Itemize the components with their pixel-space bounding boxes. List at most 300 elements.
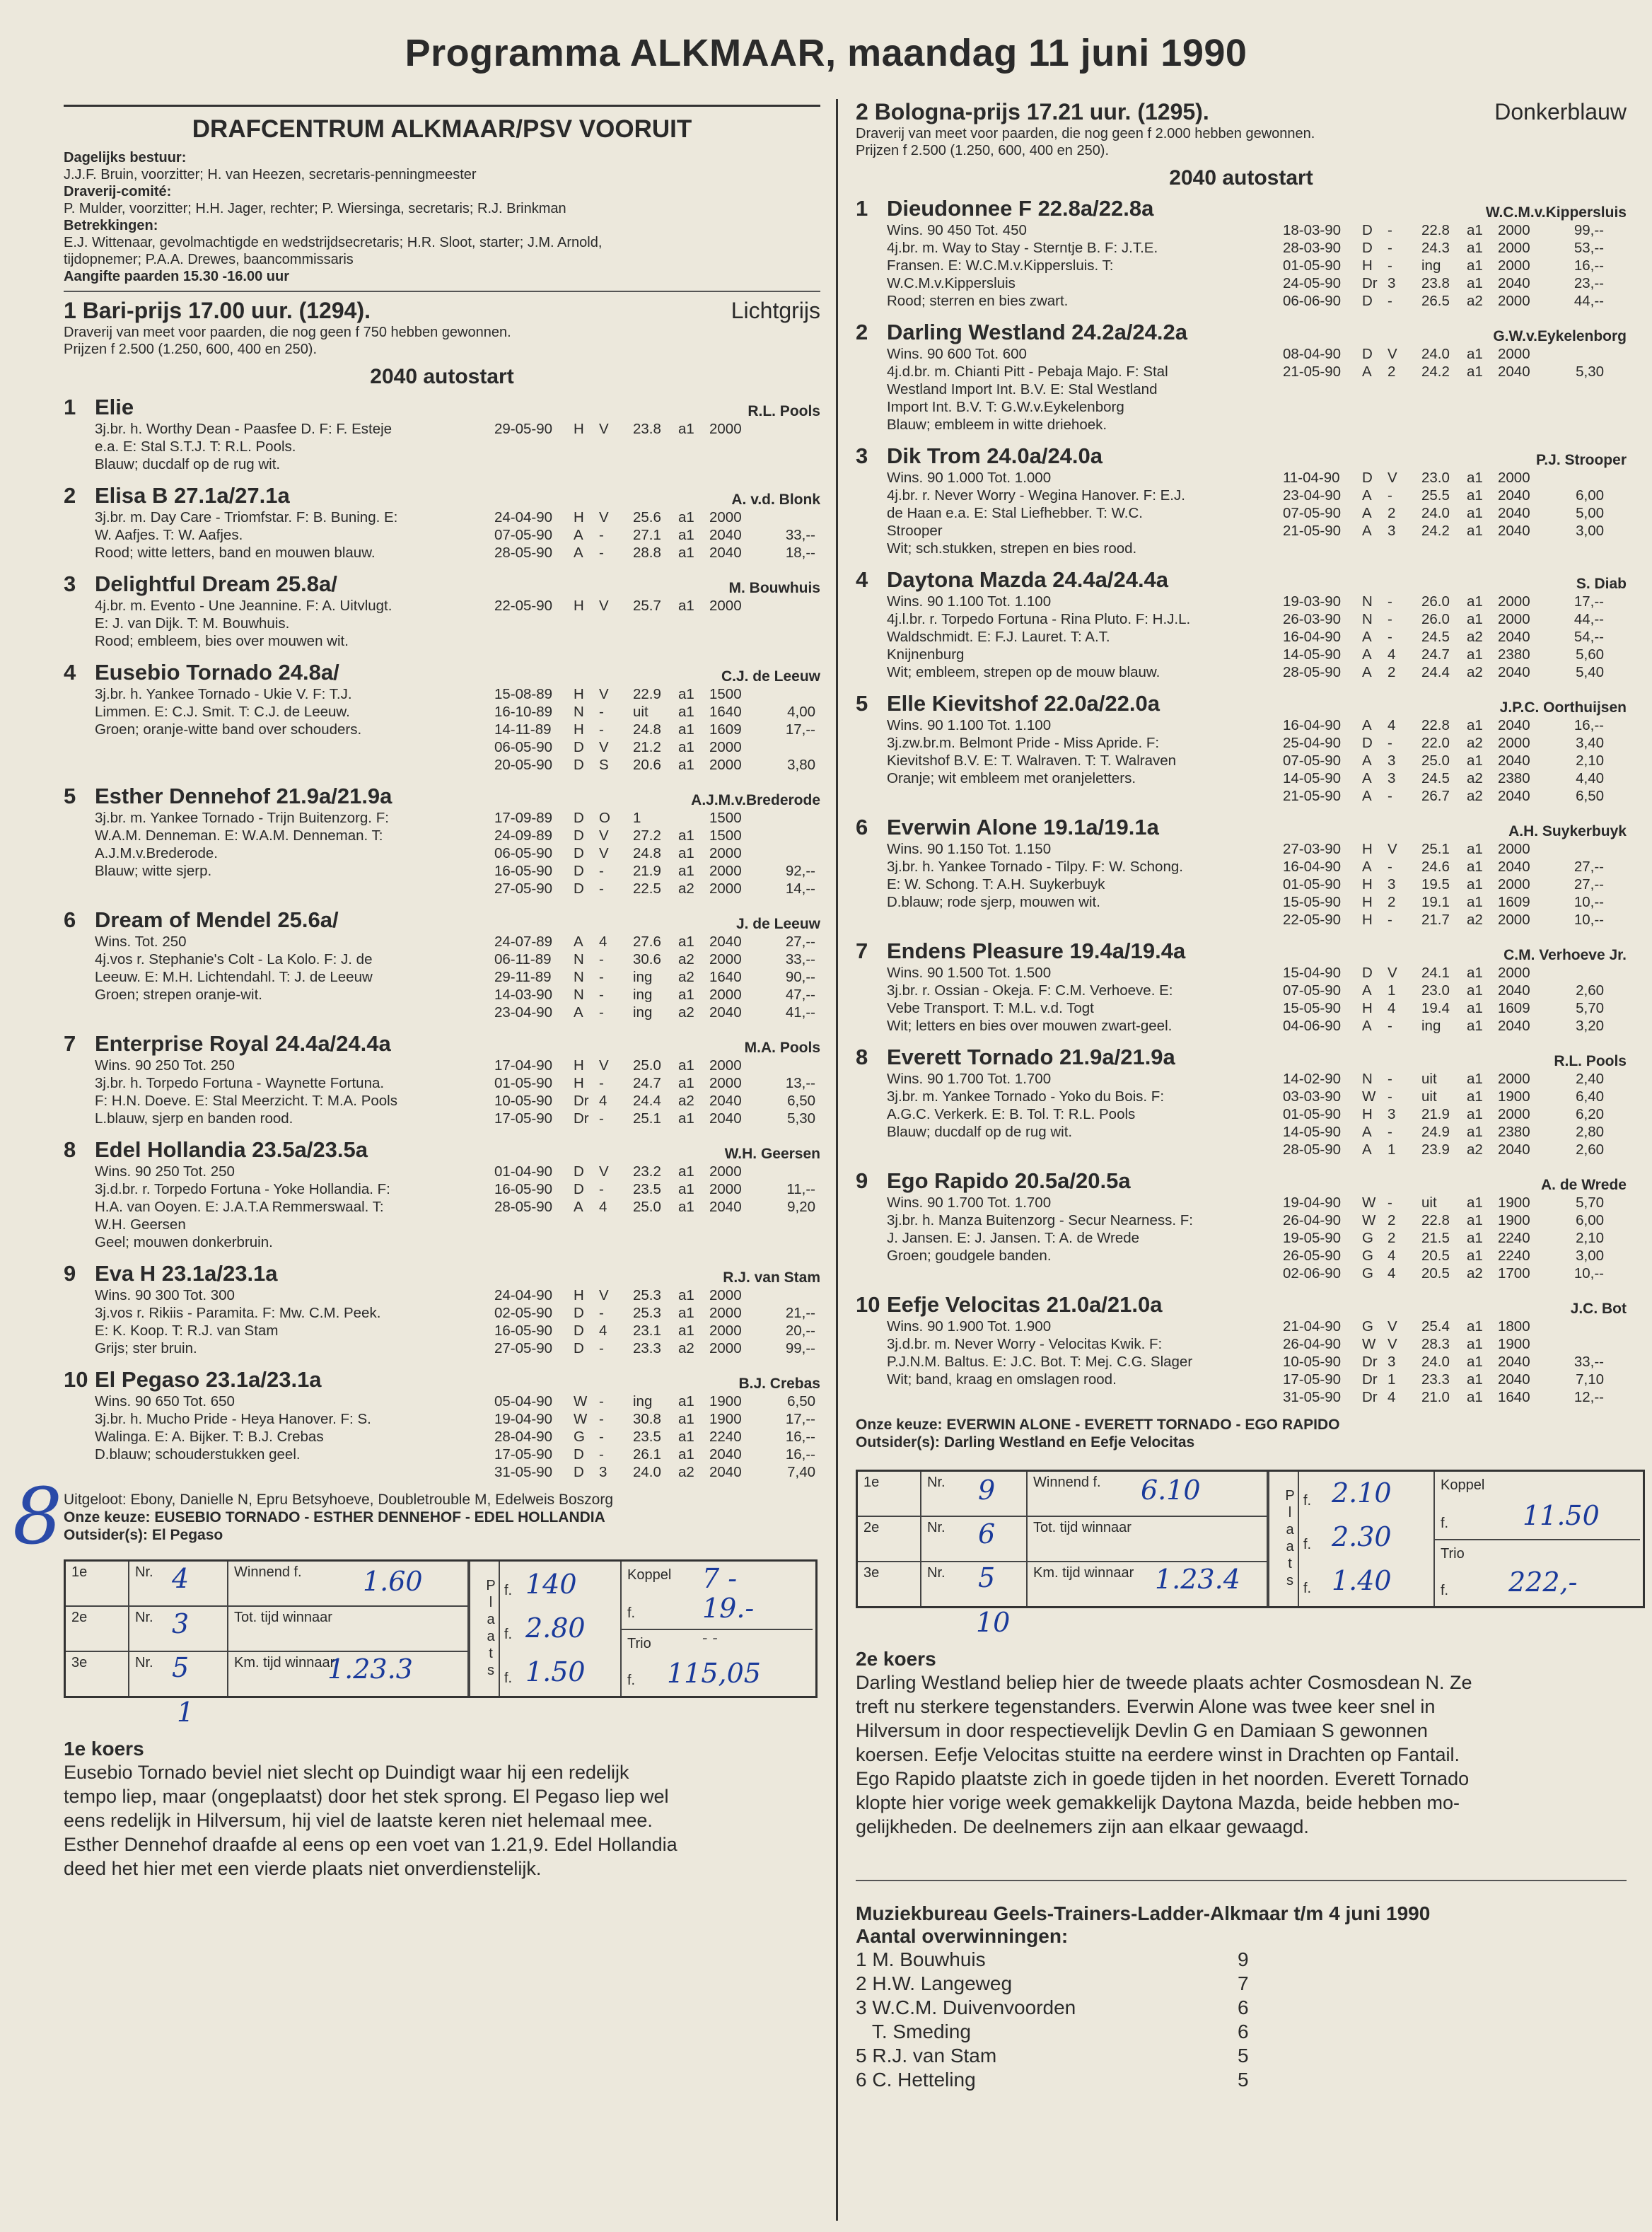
horse-results <box>494 933 815 1021</box>
result-odds: 6,00 <box>1576 1212 1604 1228</box>
rb1-hand-nr2: 3 <box>172 1608 190 1639</box>
rb2-hand-p2: 2.30 <box>1332 1521 1392 1552</box>
result-distance: 2040 <box>1498 1018 1530 1034</box>
result-class: a2 <box>1467 1265 1483 1281</box>
result-time: 24.7 <box>633 1075 661 1091</box>
horse-results <box>494 1057 815 1127</box>
result-time: 23.0 <box>1421 982 1450 999</box>
horse-title <box>64 571 337 597</box>
result-time: uit <box>1421 1088 1437 1105</box>
result-row <box>494 933 815 951</box>
result-row <box>494 721 815 738</box>
ladder-wins: 5 <box>1238 2069 1249 2091</box>
horse-trainer: R.L. Pools <box>748 403 820 419</box>
result-row <box>1283 593 1604 610</box>
result-distance: 2240 <box>709 1429 742 1445</box>
horse-description-line: 3j.d.br. r. Torpedo Fortuna - Yoke Hollandia. F: <box>95 1181 390 1197</box>
race2-result-box <box>856 1470 1645 1608</box>
result-distance: 2040 <box>1498 487 1530 504</box>
result-track: H <box>574 686 584 702</box>
result-class <box>678 809 709 827</box>
result-place: 2 <box>1388 1212 1396 1228</box>
horse-name: Eefje Velocitas 21.0a/21.0a <box>887 1292 1163 1317</box>
report1-line: tempo liep, maar (ongeplaatst) door het stek sprong. El Pegaso liep wel <box>64 1786 669 1807</box>
result-date: 17-04-90 <box>494 1057 553 1074</box>
result-time: 23.3 <box>1421 1371 1450 1388</box>
horse-description-line: Kievitshof B.V. E: T. Walraven. T: T. Walraven <box>887 752 1177 769</box>
result-time: 22.8 <box>1421 1212 1450 1228</box>
result-time: 20.5 <box>1421 1248 1450 1264</box>
result-distance: 2040 <box>709 1199 742 1215</box>
result-place: - <box>1388 912 1392 928</box>
result-date: 03-03-90 <box>1283 1088 1342 1105</box>
horse-entry <box>64 395 820 473</box>
result-date: 07-05-90 <box>494 527 553 543</box>
horse-description-line: Wins. 90 1.000 Tot. 1.000 <box>887 470 1052 486</box>
horse-header <box>856 196 1627 221</box>
report2-line: Hilversum in door respectievelijk Devlin G en Damiaan S gewonnen <box>856 1720 1428 1741</box>
race1-outsider: Outsider(s): El Pegaso <box>64 1527 223 1543</box>
result-row <box>1283 840 1604 858</box>
result-odds: 18,-- <box>785 545 815 561</box>
result-time: 27.2 <box>633 827 661 844</box>
result-time: 25.6 <box>633 509 661 525</box>
horse-title <box>856 1045 1175 1070</box>
horse-trainer: J.P.C. Oorthuijsen <box>1499 699 1627 716</box>
horse-header <box>856 1292 1627 1318</box>
result-place: - <box>1388 1124 1392 1140</box>
result-row <box>1283 1265 1604 1282</box>
result-date: 24-05-90 <box>1283 275 1342 291</box>
result-place: 4 <box>1388 717 1396 733</box>
horse-description-line: Wins. 90 1.100 Tot. 1.100 <box>887 717 1052 733</box>
result-track: H <box>574 721 584 738</box>
result-date: 21-05-90 <box>1283 364 1342 380</box>
horse-description-line: 3j.br. m. Yankee Tornado - Trijn Buitenzorg. F: <box>95 810 389 826</box>
report2-line: koersen. Eefje Velocitas stuitte na eerdere winst in Drachten op Fantail. <box>856 1744 1460 1765</box>
ladder-name: 5 R.J. van Stam <box>856 2045 997 2067</box>
result-distance: 2000 <box>709 598 742 614</box>
result-class: a2 <box>1467 1141 1483 1158</box>
horse-description-line: Wins. Tot. 250 <box>95 934 187 950</box>
horse-number: 3 <box>64 571 76 596</box>
horse-entry <box>856 1168 1627 1282</box>
result-time: 22.0 <box>1421 735 1450 751</box>
result-track: A <box>574 527 583 543</box>
margin-handwriting: 8 <box>13 1471 62 1562</box>
result-place: 3 <box>1388 1106 1396 1122</box>
horse-description-line: Limmen. E: C.J. Smit. T: C.J. de Leeuw. <box>95 704 350 720</box>
result-time: 23.0 <box>1421 470 1450 486</box>
result-track: N <box>1362 1071 1373 1087</box>
horse-description-line: Import Int. B.V. T: G.W.v.Eykelenborg <box>887 399 1124 415</box>
result-distance: 2000 <box>1498 1071 1530 1087</box>
horse-description <box>887 221 1283 310</box>
horse-description-line: Leeuw. E: M.H. Lichtendahl. T: J. de Leeuw <box>95 969 373 985</box>
horse-title <box>856 938 1185 964</box>
horse-description-line: Geel; mouwen donkerbruin. <box>95 1234 273 1250</box>
result-track: A <box>1362 523 1372 539</box>
result-odds: 4,00 <box>787 704 815 720</box>
result-track: H <box>574 1287 584 1303</box>
result-class: a1 <box>1467 364 1483 380</box>
horse-trainer: A.J.M.v.Brederode <box>691 792 820 808</box>
result-date: 01-05-90 <box>1283 876 1342 893</box>
result-class: a1 <box>678 721 694 738</box>
result-time: 20.5 <box>1421 1265 1450 1281</box>
result-track: H <box>1362 257 1373 274</box>
result-row <box>1283 716 1604 734</box>
result-row <box>1283 1211 1604 1229</box>
horse-header <box>856 815 1627 840</box>
result-place: V <box>599 827 609 844</box>
result-distance: 2000 <box>709 1181 742 1197</box>
horse-description-line: Oranje; wit embleem met oranjeletters. <box>887 770 1136 786</box>
result-date: 28-05-90 <box>494 1199 553 1215</box>
result-time: 24.0 <box>633 1464 661 1480</box>
result-place: - <box>1388 859 1392 875</box>
result-place: V <box>599 1287 609 1303</box>
result-row <box>494 1286 815 1304</box>
result-place: 4 <box>1388 1000 1396 1016</box>
rb1-r1: 1e <box>66 1562 129 1605</box>
result-odds: 92,-- <box>785 863 815 879</box>
result-track: A <box>1362 664 1372 680</box>
horse-body <box>95 933 820 1021</box>
horse-body <box>887 221 1627 310</box>
horse-description-line: Wins. 90 1.700 Tot. 1.700 <box>887 1195 1052 1211</box>
result-class: a1 <box>1467 1000 1483 1016</box>
horse-description-line: Rood; sterren en bies zwart. <box>887 293 1069 309</box>
result-distance: 1900 <box>1498 1336 1530 1352</box>
result-class: a1 <box>1467 1248 1483 1264</box>
result-track: N <box>574 951 584 967</box>
rb1-hand-koppel-f: 19.- <box>702 1593 755 1624</box>
horse-name: Eusebio Tornado 24.8a/ <box>95 660 339 685</box>
top-rule <box>64 105 820 107</box>
result-time: 21.9 <box>1421 1106 1450 1122</box>
result-odds: 33,-- <box>1574 1354 1604 1370</box>
result-date: 06-11-89 <box>494 951 552 967</box>
result-class: a1 <box>1467 859 1483 875</box>
result-date: 15-08-89 <box>494 686 553 702</box>
result-row <box>1283 292 1604 310</box>
result-date: 19-04-90 <box>494 1411 553 1427</box>
result-track: H <box>574 598 584 614</box>
result-odds: 99,-- <box>1574 222 1604 238</box>
result-time: 1 <box>633 810 641 826</box>
result-track: D <box>574 1446 584 1463</box>
horse-description-line: 4j.d.br. m. Chianti Pitt - Pebaja Majo. F: Stal <box>887 364 1168 380</box>
result-row <box>494 1393 815 1410</box>
horse-number: 6 <box>64 907 76 932</box>
result-class: a1 <box>1467 1318 1483 1335</box>
rb1-hand-winnend: 1.60 <box>363 1566 423 1597</box>
result-track: D <box>1362 346 1373 362</box>
horse-description-line: Waldschmidt. E: F.J. Lauret. T: A.T. <box>887 629 1110 645</box>
result-place: - <box>599 969 604 985</box>
horse-description-line: Rood; embleem, bies over mouwen wit. <box>95 633 349 649</box>
result-place: - <box>599 545 604 561</box>
result-place: V <box>599 686 609 702</box>
horse-results <box>1283 1194 1604 1282</box>
result-odds: 10,-- <box>1574 894 1604 910</box>
result-date: 10-05-90 <box>494 1093 553 1109</box>
horse-description <box>95 597 494 650</box>
result-date: 07-05-90 <box>1283 982 1342 999</box>
result-odds: 33,-- <box>785 527 815 543</box>
result-place: - <box>599 863 604 879</box>
result-date: 24-04-90 <box>494 509 553 525</box>
result-class: a2 <box>678 880 694 897</box>
result-odds: 4,40 <box>1576 770 1604 786</box>
result-time: 27.6 <box>633 934 661 950</box>
report1-line: Esther Dennehof draafde al eens op een voet van 1.21,9. Edel Hollandia <box>64 1834 677 1855</box>
result-time: 24.4 <box>633 1093 661 1109</box>
horse-entry <box>856 938 1627 1035</box>
result-track: A <box>1362 487 1372 504</box>
result-class: a1 <box>1467 752 1483 769</box>
result-date: 14-05-90 <box>1283 770 1342 786</box>
result-time: ing <box>633 969 653 985</box>
horse-entry <box>856 196 1627 310</box>
result-row <box>494 685 815 703</box>
result-distance: 2040 <box>709 545 742 561</box>
result-track: Dr <box>1362 1389 1378 1405</box>
result-date: 02-05-90 <box>494 1305 553 1321</box>
rb2-hand-trio-f: 222,- <box>1508 1567 1578 1598</box>
horse-title <box>64 660 339 685</box>
result-track: H <box>574 1075 584 1091</box>
result-time: ing <box>633 1393 653 1409</box>
result-track: D <box>574 880 584 897</box>
horse-name: Delightful Dream 25.8a/ <box>95 571 337 596</box>
result-class: a2 <box>678 1340 694 1356</box>
result-track: A <box>1362 788 1372 804</box>
result-date: 19-04-90 <box>1283 1195 1342 1211</box>
rb1-hand-koppel: 7 - <box>702 1563 738 1594</box>
horse-description-line: 3j.d.br. m. Never Worry - Velocitas Kwik. F: <box>887 1336 1163 1352</box>
horse-description <box>887 716 1283 805</box>
comite-text: P. Mulder, voorzitter; H.H. Jager, rechter; P. Wiersinga, secretaris; R.J. Brinkman <box>64 201 566 216</box>
comite-label: Draverij-comité: <box>64 184 172 199</box>
rb1-hand-trio-top: - - <box>702 1629 718 1647</box>
horse-body <box>887 469 1627 557</box>
horse-name: Dream of Mendel 25.6a/ <box>95 907 339 932</box>
result-row <box>1283 876 1604 893</box>
result-distance: 2000 <box>1498 912 1530 928</box>
result-odds: 6,50 <box>1576 788 1604 804</box>
result-distance: 1900 <box>709 1393 742 1409</box>
horse-body <box>887 1194 1627 1282</box>
horse-description-line: W.H. Geersen <box>95 1216 186 1233</box>
result-place: - <box>599 721 604 738</box>
report2-line: gelijkheden. De deelnemers zijn aan elkaar gewaagd. <box>856 1816 1309 1837</box>
result-place: - <box>1388 487 1392 504</box>
result-time: 26.0 <box>1421 611 1450 627</box>
result-date: 16-05-90 <box>494 863 553 879</box>
result-date: 31-05-90 <box>1283 1389 1342 1405</box>
result-class: a2 <box>1467 293 1483 309</box>
result-class: a1 <box>1467 646 1483 663</box>
result-time: 24.4 <box>1421 664 1450 680</box>
rb1-hand-below: 1 <box>177 1697 194 1728</box>
result-distance: 1500 <box>709 827 742 844</box>
result-distance: 2000 <box>709 951 742 967</box>
result-odds: 2,10 <box>1576 1230 1604 1246</box>
horse-body <box>887 1318 1627 1406</box>
result-date: 06-05-90 <box>494 739 553 755</box>
horse-trainer: R.J. van Stam <box>723 1269 820 1286</box>
result-time: 19.5 <box>1421 876 1450 893</box>
result-row <box>494 1074 815 1092</box>
rb1-hand-p1: 140 <box>525 1569 577 1600</box>
result-odds: 16,-- <box>1574 717 1604 733</box>
horse-description-line: Vebe Transport. T: M.L. v.d. Togt <box>887 1000 1094 1016</box>
result-date: 19-05-90 <box>1283 1230 1342 1246</box>
result-time: 25.7 <box>633 598 661 614</box>
result-class: a2 <box>1467 629 1483 645</box>
horse-name: Dik Trom 24.0a/24.0a <box>887 443 1103 468</box>
result-track: A <box>574 1199 583 1215</box>
page-title: Programma ALKMAAR, maandag 11 juni 1990 <box>405 32 1247 74</box>
result-date: 28-04-90 <box>494 1429 553 1445</box>
horse-description-line: Wins. 90 1.700 Tot. 1.700 <box>887 1071 1052 1087</box>
result-distance: 2240 <box>1498 1248 1530 1264</box>
horse-name: Daytona Mazda 24.4a/24.4a <box>887 567 1169 592</box>
result-class: a1 <box>678 686 694 702</box>
result-odds <box>1547 840 1604 858</box>
horse-number: 2 <box>64 483 76 508</box>
result-row <box>1283 893 1604 911</box>
result-class: a1 <box>678 739 694 755</box>
horse-description-line: 4j.br. m. Evento - Une Jeannine. F: A. Uitvlugt. <box>95 598 392 614</box>
result-date: 17-09-89 <box>494 810 553 826</box>
result-distance: 2000 <box>709 757 742 773</box>
horse-name: Edel Hollandia 23.5a/23.5a <box>95 1137 368 1162</box>
result-distance: 2380 <box>1498 770 1530 786</box>
result-date: 26-03-90 <box>1283 611 1342 627</box>
result-time: 21.2 <box>633 739 661 755</box>
horse-results <box>494 1393 815 1481</box>
result-row <box>494 1322 815 1339</box>
result-class: a1 <box>1467 1336 1483 1352</box>
horse-name: Everwin Alone 19.1a/19.1a <box>887 815 1159 839</box>
result-row <box>1283 274 1604 292</box>
horse-description-line: 4j.vos r. Stephanie's Colt - La Kolo. F: J. de <box>95 951 373 967</box>
result-time: 28.3 <box>1421 1336 1450 1352</box>
result-date: 15-05-90 <box>1283 1000 1342 1016</box>
result-odds <box>1547 1318 1604 1335</box>
result-place: 2 <box>1388 894 1396 910</box>
result-distance: 2000 <box>1498 735 1530 751</box>
result-time: 21.5 <box>1421 1230 1450 1246</box>
horse-name: Eva H 23.1a/23.1a <box>95 1261 278 1286</box>
result-date: 23-04-90 <box>1283 487 1342 504</box>
result-track: A <box>574 1004 583 1021</box>
horse-number: 8 <box>856 1045 868 1069</box>
result-distance: 1700 <box>1498 1265 1530 1281</box>
result-distance: 2040 <box>1498 664 1530 680</box>
result-date: 23-04-90 <box>494 1004 553 1021</box>
horse-title <box>856 815 1159 840</box>
result-odds: 6,40 <box>1576 1088 1604 1105</box>
rb2-tottijd-label: Tot. tijd winnaar <box>1028 1517 1268 1561</box>
horse-description-line: 3j.br. h. Yankee Tornado - Ukie V. F: T.J. <box>95 686 352 702</box>
result-place: V <box>599 509 609 525</box>
result-place: 3 <box>1388 770 1396 786</box>
horse-description-line: Wins. 90 650 Tot. 650 <box>95 1393 235 1409</box>
result-row <box>494 1339 815 1357</box>
horse-number: 1 <box>64 395 76 419</box>
result-row <box>494 1446 815 1463</box>
result-time: 25.0 <box>633 1057 661 1074</box>
rb2-hand-p3: 1.40 <box>1332 1565 1392 1596</box>
result-class: a1 <box>678 598 694 614</box>
result-row <box>494 526 815 544</box>
horse-header <box>856 691 1627 716</box>
result-row <box>494 544 815 562</box>
result-time: 24.5 <box>1421 770 1450 786</box>
result-row <box>1283 487 1604 504</box>
horse-body <box>887 716 1627 805</box>
result-time: 21.0 <box>1421 1389 1450 1405</box>
result-distance: 2000 <box>709 1287 742 1303</box>
horse-description-line: 3j.vos r. Rikiis - Paramita. F: Mw. C.M. Peek. <box>95 1305 381 1321</box>
result-row <box>1283 1318 1604 1335</box>
horse-header <box>856 1045 1627 1070</box>
result-distance: 2240 <box>1498 1230 1530 1246</box>
report2-line: klopte hier vorige week gemakkelijk Daytona Mazda, beide hebben mo- <box>856 1792 1460 1813</box>
rb2-r2: 2e <box>858 1517 921 1561</box>
horse-results <box>1283 840 1604 929</box>
result-time: 24.0 <box>1421 1354 1450 1370</box>
result-odds: 10,-- <box>1574 1265 1604 1281</box>
result-track: N <box>574 969 584 985</box>
result-place: - <box>599 704 604 720</box>
result-place: - <box>599 1393 604 1409</box>
rb2-hand-nr3: 5 <box>978 1562 996 1593</box>
result-place: - <box>1388 222 1392 238</box>
horse-description-line: D.blauw; schouderstukken geel. <box>95 1446 301 1463</box>
result-odds: 3,80 <box>787 757 815 773</box>
result-track: A <box>574 934 583 950</box>
horse-description-line: Knijnenburg <box>887 646 965 663</box>
rb1-nr3-label: Nr. <box>129 1652 228 1696</box>
result-odds <box>759 1163 815 1180</box>
horse-trainer: M. Bouwhuis <box>728 580 820 596</box>
result-place: - <box>599 1429 604 1445</box>
result-row <box>494 1180 815 1198</box>
result-distance: 2040 <box>709 1110 742 1127</box>
result-class: a1 <box>678 421 694 437</box>
result-odds <box>1547 345 1604 363</box>
result-odds: 11,-- <box>786 1181 815 1197</box>
result-row <box>1283 734 1604 752</box>
result-time: 23.8 <box>1421 275 1450 291</box>
horse-number: 5 <box>856 691 868 716</box>
result-time: 23.8 <box>633 421 661 437</box>
horse-number: 8 <box>64 1137 76 1162</box>
rb2-p1-f: f. <box>1303 1493 1312 1509</box>
horse-results <box>494 1163 815 1251</box>
horse-description <box>95 1393 494 1481</box>
result-odds: 7,40 <box>787 1464 815 1480</box>
result-track: D <box>1362 293 1373 309</box>
horse-results <box>494 685 815 774</box>
result-distance: 2000 <box>709 863 742 879</box>
result-class: a2 <box>678 1004 694 1021</box>
